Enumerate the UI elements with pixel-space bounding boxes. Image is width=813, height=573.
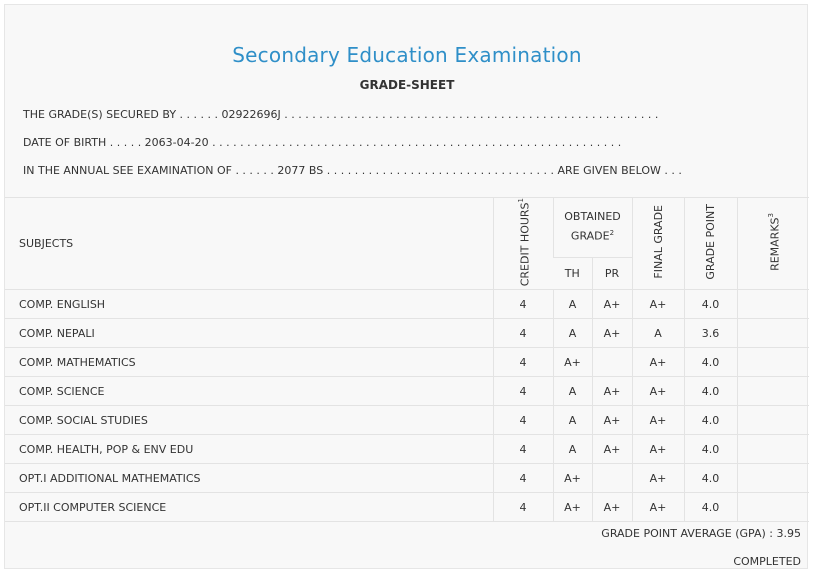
credit-cell: 4	[493, 348, 553, 377]
table-row	[5, 290, 809, 319]
grade-point-cell: 4.0	[684, 406, 737, 435]
subject-cell: COMP. NEPALI	[5, 319, 493, 348]
obtained-grade-header: OBTAINED GRADE$^2$	[553, 198, 632, 258]
credit-cell: 4	[493, 406, 553, 435]
pr-grade-cell: A+	[592, 290, 632, 319]
page-title: Secondary Education Examination	[232, 43, 582, 67]
final-grade-cell: A+	[632, 406, 684, 435]
table-row	[5, 319, 809, 348]
pr-grade-cell: A+	[592, 319, 632, 348]
final-grade-cell: A+	[632, 464, 684, 493]
subject-cell: OPT.I ADDITIONAL MATHEMATICS	[5, 464, 493, 493]
remarks-cell	[737, 348, 809, 377]
pr-grade-cell: A+	[592, 377, 632, 406]
th-grade-cell: A+	[553, 493, 592, 522]
grades-table	[5, 197, 809, 528]
remarks-cell	[737, 493, 809, 522]
table-row	[5, 377, 809, 406]
final-grade-cell: A+	[632, 348, 684, 377]
grade-point-header: GRADE POINT	[684, 198, 737, 290]
subjects-header: SUBJECTS	[5, 198, 493, 290]
remarks-cell	[737, 377, 809, 406]
remarks-cell	[737, 435, 809, 464]
subject-cell: COMP. SCIENCE	[5, 377, 493, 406]
table-row	[5, 406, 809, 435]
page-subtitle: GRADE-SHEET	[359, 78, 455, 92]
final-grade-cell: A+	[632, 435, 684, 464]
pr-grade-cell	[592, 348, 632, 377]
credit-cell: 4	[493, 464, 553, 493]
grade-point-cell: 4.0	[684, 435, 737, 464]
table-row	[5, 348, 809, 377]
final-grade-cell: A+	[632, 290, 684, 319]
final-grade-cell: A+	[632, 493, 684, 522]
table-row	[5, 464, 809, 493]
pr-header: PR	[592, 257, 632, 290]
remarks-cell	[737, 319, 809, 348]
remarks-cell	[737, 406, 809, 435]
th-grade-cell: A+	[553, 348, 592, 377]
grade-point-cell: 3.6	[684, 319, 737, 348]
final-grade-header: FINAL GRADE	[632, 198, 684, 290]
th-grade-cell: A+	[553, 464, 592, 493]
th-grade-cell: A	[553, 406, 592, 435]
gpa-summary: GRADE POINT AVERAGE (GPA) : 3.95	[601, 527, 801, 540]
pr-grade-cell: A+	[592, 435, 632, 464]
credit-cell: 4	[493, 319, 553, 348]
date-of-birth-line: DATE OF BIRTH . . . . . 2063-04-20 . . . . . . . . . . . . . . . . . . . . . . . . . . . . . . . . . . . . . . . . . . . . . . . . . . . . . . . . . . .	[23, 136, 622, 149]
grade-point-cell: 4.0	[684, 348, 737, 377]
grade-point-cell: 4.0	[684, 290, 737, 319]
exam-line: IN THE ANNUAL SEE EXAMINATION OF . . . . . . 2077 BS . . . . . . . . . . . . . . . . . . . . . . . . . . . . . . . . . ARE GIVEN BELOW . . .	[23, 164, 682, 177]
remarks-cell	[737, 464, 809, 493]
credit-hours-header: CREDIT HOURS$^1$	[493, 198, 553, 290]
grade-point-cell: 4.0	[684, 377, 737, 406]
pr-grade-cell: A+	[592, 406, 632, 435]
subject-cell: COMP. HEALTH, POP & ENV EDU	[5, 435, 493, 464]
grade-point-cell: 4.0	[684, 464, 737, 493]
grade-point-cell: 4.0	[684, 493, 737, 522]
credit-cell: 4	[493, 290, 553, 319]
final-grade-cell: A+	[632, 377, 684, 406]
th-grade-cell: A	[553, 319, 592, 348]
th-header: TH	[553, 257, 592, 290]
table-row	[5, 435, 809, 464]
table-row	[5, 493, 809, 522]
subject-cell: COMP. MATHEMATICS	[5, 348, 493, 377]
grade-sheet	[4, 4, 808, 569]
th-grade-cell: A	[553, 435, 592, 464]
credit-cell: 4	[493, 435, 553, 464]
subject-cell: COMP. ENGLISH	[5, 290, 493, 319]
remarks-cell	[737, 290, 809, 319]
remarks-header: REMARKS$^3$	[737, 198, 809, 290]
pr-grade-cell: A+	[592, 493, 632, 522]
credit-cell: 4	[493, 493, 553, 522]
secured-by-line: THE GRADE(S) SECURED BY . . . . . . 02922696J . . . . . . . . . . . . . . . . . . . . . . . . . . . . . . . . . . . . . . . . . . . . . . . . . . . . . .	[23, 108, 659, 121]
table-header-row	[5, 198, 809, 258]
final-grade-cell: A	[632, 319, 684, 348]
subject-cell: COMP. SOCIAL STUDIES	[5, 406, 493, 435]
pr-grade-cell	[592, 464, 632, 493]
th-grade-cell: A	[553, 290, 592, 319]
credit-cell: 4	[493, 377, 553, 406]
subject-cell: OPT.II COMPUTER SCIENCE	[5, 493, 493, 522]
completion-status: COMPLETED	[733, 555, 801, 568]
th-grade-cell: A	[553, 377, 592, 406]
